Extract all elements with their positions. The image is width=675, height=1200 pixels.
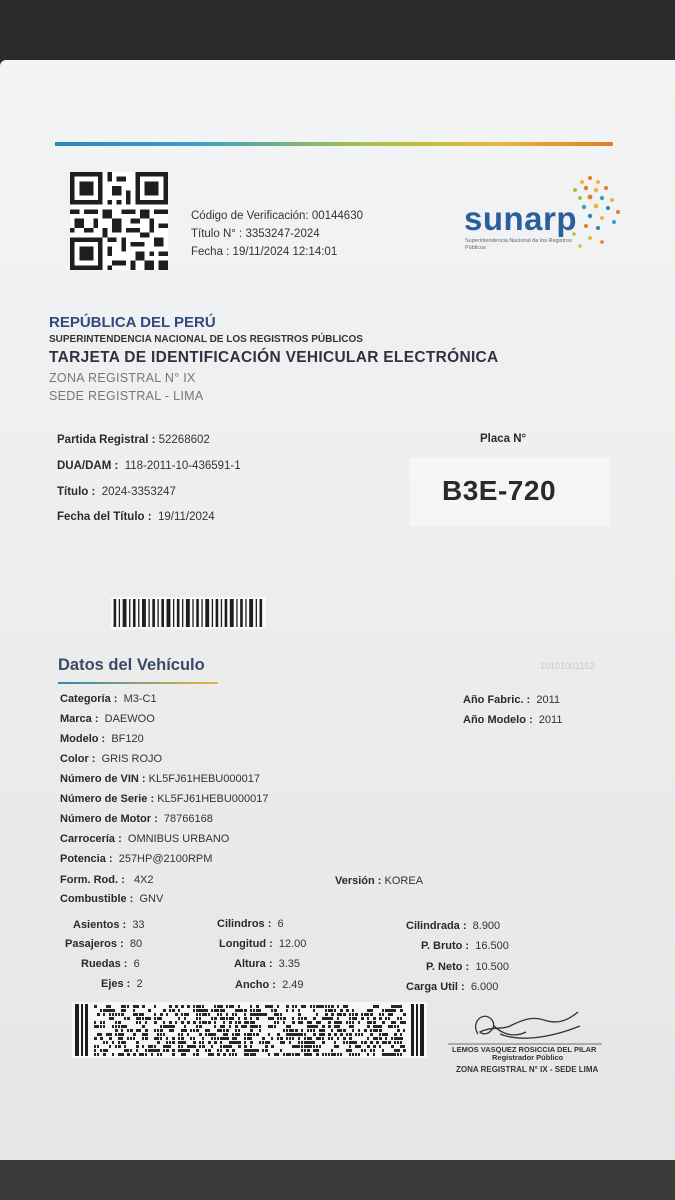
color-row [60, 753, 162, 765]
ruedas-row [81, 958, 140, 970]
anio-fabric-value: 2011 [536, 694, 561, 706]
plate-label: Placa N° [480, 433, 527, 445]
document-title: TARJETA DE IDENTIFICACIÓN VEHICULAR ELECTRÓNICA [49, 349, 499, 366]
categoria-value: M3-C1 [123, 693, 157, 705]
carroceria-value: OMNIBUS URBANO [127, 833, 230, 845]
longitud-label: Longitud : [219, 938, 273, 950]
heading-underline [58, 682, 218, 684]
fecha-titulo-row [57, 511, 215, 523]
signer-name: LEMOS VASQUEZ ROSICCIA DEL PILAR [452, 1045, 597, 1054]
barcode-small [111, 597, 266, 629]
sunarp-subtitle: Superintendencia Nacional de los Registros Públicos [465, 238, 572, 251]
background-surface [0, 1160, 675, 1200]
faint-code: 10101001152 [540, 661, 595, 671]
plate-number: B3E-720 [442, 475, 557, 506]
categoria-label: Categoría : [60, 693, 118, 705]
motor-row [60, 813, 213, 825]
ejes-label: Ejes : [101, 978, 131, 990]
signer-role: Registrador Público [492, 1053, 564, 1062]
fecha-titulo-value: 19/11/2024 [157, 511, 215, 523]
ejes-value: 2 [136, 978, 143, 990]
partida-label: Partida Registral : [57, 434, 156, 446]
verification-date: Fecha : 19/11/2024 12:14:01 [191, 246, 338, 258]
cilindros-label: Cilindros : [217, 918, 272, 930]
serie-label: Número de Serie : [60, 793, 155, 805]
vin-row [60, 773, 260, 785]
vehicle-data-heading: Datos del Vehículo [58, 656, 205, 674]
registry-zone: ZONA REGISTRAL N° IX [49, 371, 196, 385]
categoria-row [60, 693, 157, 705]
dua-label: DUA/DAM : [57, 460, 119, 472]
combustible-label: Combustible : [60, 893, 134, 905]
pasajeros-value: 80 [129, 938, 143, 950]
p-bruto-row [421, 940, 509, 952]
longitud-value: 12.00 [278, 938, 307, 950]
p-neto-value: 10.500 [475, 961, 509, 973]
potencia-label: Potencia : [60, 853, 113, 865]
motor-value: 78766168 [163, 813, 213, 825]
asientos-row [73, 919, 145, 931]
carga-util-value: 6.000 [470, 981, 499, 993]
titulo-label: Título : [57, 486, 96, 498]
modelo-value: BF120 [111, 733, 144, 745]
color-value: GRIS ROJO [101, 753, 163, 765]
modelo-row [60, 733, 144, 745]
ancho-label: Ancho : [235, 979, 276, 991]
carga-util-label: Carga Util : [406, 981, 465, 993]
dua-value: 118-2011-10-436591-1 [124, 460, 241, 472]
anio-fabric-label: Año Fabric. : [463, 694, 531, 706]
combustible-value: GNV [139, 893, 164, 905]
version-row [335, 875, 423, 887]
asientos-value: 33 [132, 919, 145, 931]
registry-office: SEDE REGISTRAL - LIMA [49, 389, 204, 403]
altura-row [234, 958, 300, 970]
serie-row [60, 793, 269, 805]
p-neto-row [426, 961, 509, 973]
carga-util-row [406, 981, 498, 993]
signer-block [452, 1046, 596, 1062]
sunarp-wordmark: sunarp [464, 200, 578, 237]
cilindros-row [217, 918, 284, 930]
ejes-row [101, 978, 143, 990]
carroceria-label: Carrocería : [60, 833, 122, 845]
cilindros-value: 6 [277, 918, 284, 930]
verification-code: Código de Verificación: 00144630 [191, 210, 363, 222]
fecha-titulo-label: Fecha del Título : [57, 511, 152, 523]
pasajeros-row [65, 938, 142, 950]
partida-value: 52268602 [158, 434, 210, 446]
marca-label: Marca : [60, 713, 99, 725]
pasajeros-label: Pasajeros : [65, 938, 124, 950]
vin-value: KL5FJ61HEBU000017 [148, 773, 260, 785]
form-rod-row [60, 874, 154, 886]
anio-modelo-value: 2011 [538, 714, 563, 726]
form-rod-label: Form. Rod. : [60, 874, 125, 886]
verification-block [191, 207, 363, 261]
combustible-row [60, 893, 163, 905]
marca-value: DAEWOO [104, 713, 155, 725]
motor-label: Número de Motor : [60, 813, 158, 825]
potencia-row [60, 853, 212, 865]
titulo-row [57, 486, 176, 498]
altura-value: 3.35 [278, 958, 301, 970]
vin-label: Número de VIN : [60, 773, 146, 785]
ancho-value: 2.49 [282, 979, 304, 991]
p-bruto-value: 16.500 [475, 940, 509, 952]
anio-modelo-row [463, 714, 562, 726]
anio-modelo-label: Año Modelo : [463, 714, 533, 726]
color-label: Color : [60, 753, 96, 765]
carroceria-row [60, 833, 229, 845]
dua-row [57, 460, 241, 472]
country-heading: REPÚBLICA DEL PERÚ [49, 314, 216, 331]
barcode-2d [72, 1002, 427, 1058]
cilindrada-label: Cilindrada : [406, 920, 467, 932]
longitud-row [219, 938, 306, 950]
ancho-row [235, 979, 304, 991]
cilindrada-value: 8.900 [472, 920, 501, 932]
p-neto-label: P. Neto : [426, 961, 470, 973]
anio-fabric-row [463, 694, 560, 706]
serie-value: KL5FJ61HEBU000017 [157, 793, 269, 805]
signer-zone: ZONA REGISTRAL N° IX - SEDE LIMA [456, 1065, 599, 1074]
modelo-label: Modelo : [60, 733, 106, 745]
asientos-label: Asientos : [73, 919, 127, 931]
form-rod-value: 4X2 [133, 874, 154, 886]
altura-label: Altura : [234, 958, 273, 970]
ruedas-value: 6 [133, 958, 140, 970]
potencia-value: 257HP@2100RPM [118, 853, 213, 865]
titulo-value: 2024-3353247 [101, 486, 176, 498]
p-bruto-label: P. Bruto : [421, 940, 470, 952]
marca-row [60, 713, 155, 725]
agency-heading: SUPERINTENDENCIA NACIONAL DE LOS REGISTROS PÚBLICOS [49, 334, 363, 345]
version-label: Versión : [335, 875, 382, 887]
verification-title-number: Título N° : 3353247-2024 [191, 228, 320, 240]
qr-code [70, 172, 168, 270]
ruedas-label: Ruedas : [81, 958, 128, 970]
version-value: KOREA [384, 875, 424, 887]
partida-row [57, 434, 210, 446]
cilindrada-row [406, 920, 500, 932]
color-rule [55, 142, 613, 146]
